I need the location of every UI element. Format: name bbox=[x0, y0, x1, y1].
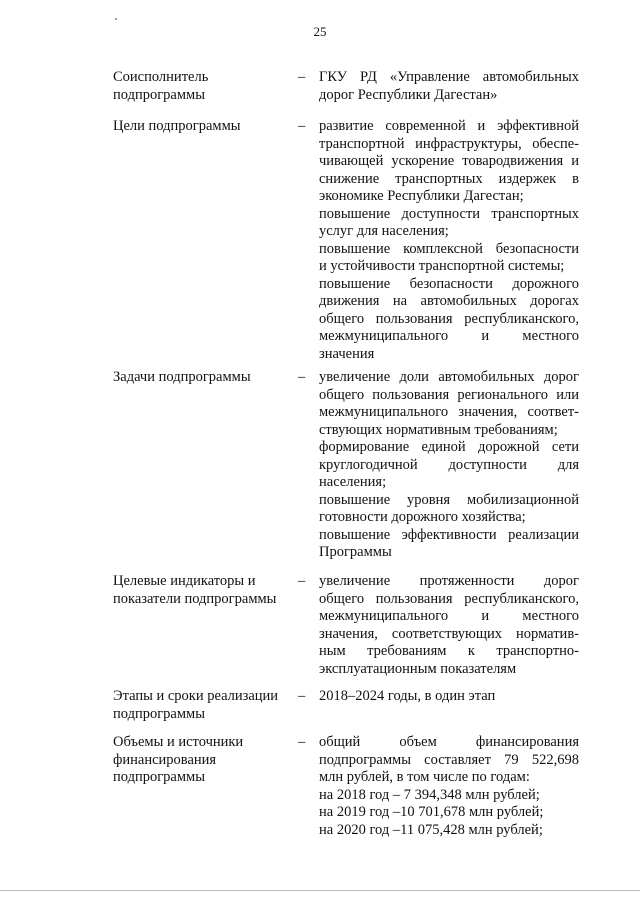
row-dash: – bbox=[298, 369, 306, 385]
row-value-line: межмуниципального и местного bbox=[319, 608, 579, 624]
row-value-line: общего пользования регионального или bbox=[319, 386, 579, 403]
row-value-line: ным требованиям к транспортно- bbox=[319, 643, 579, 659]
row-value bbox=[319, 573, 579, 678]
row-value-line: повышение уровня мобилизационной bbox=[319, 491, 579, 508]
row-value-line: чивающей ускорение товародвижения и bbox=[319, 153, 579, 169]
row-value-line: общего пользования республиканского, bbox=[319, 590, 579, 607]
row-value-line: увеличение доли автомобильных дорог bbox=[319, 369, 579, 385]
row-value bbox=[319, 118, 579, 363]
row-value-line: значения, соответствующих норматив- bbox=[319, 625, 579, 642]
row-dash: – bbox=[298, 734, 306, 750]
row-label bbox=[113, 688, 288, 723]
row-value-line: межмуниципального значения, соответ- bbox=[319, 404, 579, 420]
row-value-line: движения на автомобильных дорогах bbox=[319, 293, 579, 309]
row-value-line: населения; bbox=[319, 474, 387, 490]
row-value-line: услуг для населения; bbox=[319, 223, 449, 239]
row-value-line: круглогодичной доступности для bbox=[319, 456, 579, 473]
row-value bbox=[319, 734, 579, 839]
row-value-line: повышение безопасности дорожного bbox=[319, 275, 579, 292]
row-label-line: Цели подпрограммы bbox=[113, 118, 241, 134]
row-value-line: на 2019 год –10 701,678 млн рублей; bbox=[319, 804, 544, 820]
row-label-line: Задачи подпрограммы bbox=[113, 369, 251, 385]
row-value-line: общего пользования республиканского, bbox=[319, 310, 579, 327]
row-label bbox=[113, 369, 288, 387]
row-value-line: Программы bbox=[319, 544, 392, 560]
row-value-line: млн рублей, в том числе по годам: bbox=[319, 769, 530, 785]
row-value-line: снижение транспортных издержек в bbox=[319, 170, 579, 187]
row-value-line: эксплуатационным показателям bbox=[319, 660, 517, 677]
row-label-line: подпрограммы bbox=[113, 86, 205, 103]
row-value-line: 2018–2024 годы, в один этап bbox=[319, 688, 496, 704]
row-dash: – bbox=[298, 688, 306, 704]
row-label bbox=[113, 118, 288, 136]
row-value bbox=[319, 69, 579, 104]
page-bottom-edge bbox=[0, 890, 640, 891]
row-value-line: межмуниципального и местного bbox=[319, 328, 579, 344]
row-label-line: Целевые индикаторы и bbox=[113, 573, 256, 589]
row-value-line: дорог Республики Дагестан» bbox=[319, 86, 498, 103]
row-dash: – bbox=[298, 573, 306, 589]
row-value-line: готовности дорожного хозяйства; bbox=[319, 509, 526, 525]
page-number: 25 bbox=[313, 24, 327, 39]
row-label-line: показатели подпрограммы bbox=[113, 590, 277, 607]
row-value-line: подпрограммы составляет 79 522,698 bbox=[319, 751, 579, 768]
scan-speck bbox=[115, 18, 117, 20]
row-label bbox=[113, 573, 288, 608]
row-value-line: значения bbox=[319, 345, 375, 362]
row-value-line: повышение доступности транспортных bbox=[319, 205, 579, 222]
row-value bbox=[319, 369, 579, 562]
row-label-line: Объемы и источники bbox=[113, 734, 244, 750]
row-value bbox=[319, 688, 579, 706]
row-label bbox=[113, 69, 288, 104]
row-label-line: Соисполнитель bbox=[113, 69, 209, 85]
row-value-line: на 2018 год – 7 394,348 млн рублей; bbox=[319, 786, 540, 803]
row-value-line: увеличение протяженности дорог bbox=[319, 573, 579, 589]
row-value-line: ГКУ РД «Управление автомобильных bbox=[319, 69, 579, 85]
row-value-line: развитие современной и эффективной bbox=[319, 118, 579, 134]
row-label-line: финансирования bbox=[113, 751, 217, 768]
row-value-line: повышение комплексной безопасности bbox=[319, 240, 579, 257]
row-value-line: повышение эффективности реализации bbox=[319, 526, 579, 543]
row-dash: – bbox=[298, 118, 306, 134]
row-value-line: ствующих нормативным требованиям; bbox=[319, 421, 558, 438]
row-value-line: транспортной инфраструктуры, обеспе- bbox=[319, 135, 579, 152]
row-value-line: экономике Республики Дагестан; bbox=[319, 188, 524, 204]
row-dash: – bbox=[298, 69, 306, 85]
row-label-line: подпрограммы bbox=[113, 705, 205, 722]
row-value-line: на 2020 год –11 075,428 млн рублей; bbox=[319, 821, 543, 838]
row-value-line: общий объем финансирования bbox=[319, 734, 579, 750]
row-value-line: формирование единой дорожной сети bbox=[319, 439, 579, 455]
row-value-line: и устойчивости транспортной системы; bbox=[319, 258, 565, 274]
row-label bbox=[113, 734, 288, 787]
row-label-line: подпрограммы bbox=[113, 769, 205, 785]
row-label-line: Этапы и сроки реализации bbox=[113, 688, 279, 704]
